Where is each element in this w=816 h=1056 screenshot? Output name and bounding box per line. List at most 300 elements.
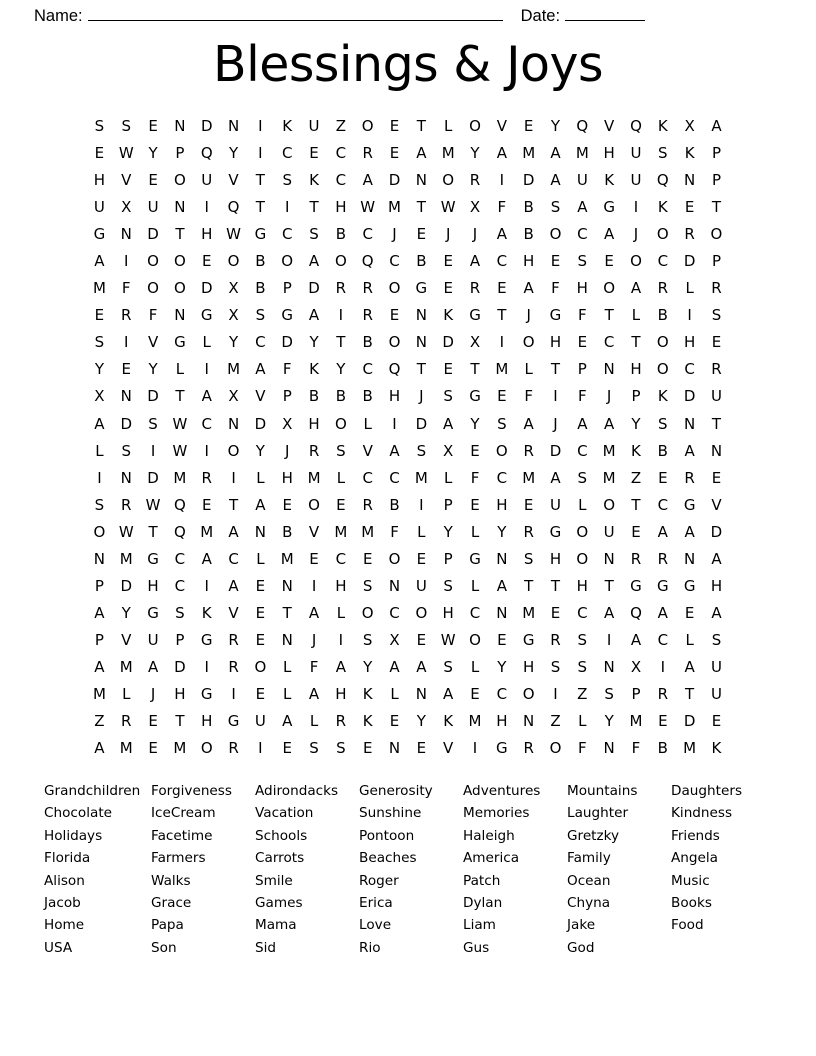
grid-cell[interactable]: T [416,198,426,217]
grid-cell[interactable]: L [175,360,185,379]
grid-cell[interactable]: I [687,306,692,325]
grid-cell[interactable]: H [576,279,588,298]
grid-cell[interactable]: T [255,198,265,217]
grid-cell[interactable]: J [526,306,531,325]
grid-cell[interactable]: T [631,333,641,352]
grid-cell[interactable]: Q [200,144,213,163]
grid-cell[interactable]: H [496,712,508,731]
grid-cell[interactable]: K [657,198,668,217]
grid-cell[interactable]: D [415,414,428,433]
grid-cell[interactable]: X [228,306,239,325]
grid-cell[interactable]: T [497,306,507,325]
grid-cell[interactable]: E [148,171,158,190]
grid-cell[interactable]: Q [388,360,401,379]
grid-cell[interactable]: E [470,685,480,703]
grid-cell[interactable]: S [336,441,346,460]
grid-cell[interactable]: V [255,387,266,406]
grid-cell[interactable]: A [94,414,105,433]
grid-cell[interactable]: B [282,522,293,541]
grid-cell[interactable]: N [281,576,293,595]
grid-cell[interactable]: G [200,306,213,325]
grid-cell[interactable]: R [201,468,212,487]
grid-cell[interactable]: C [281,225,293,244]
grid-cell[interactable]: Y [470,414,480,433]
grid-cell[interactable]: J [553,414,558,433]
grid-cell[interactable]: S [175,603,185,622]
grid-cell[interactable]: U [254,712,266,731]
grid-cell[interactable]: V [496,117,507,136]
grid-cell[interactable]: O [522,685,535,703]
grid-cell[interactable]: R [121,495,132,514]
word-list-item[interactable]: Chocolate [44,805,113,822]
grid-cell[interactable]: J [392,225,397,244]
grid-cell[interactable]: T [228,495,239,514]
grid-cell[interactable]: O [388,333,401,352]
grid-cell[interactable]: A [308,306,320,325]
grid-cell[interactable]: Y [497,522,507,541]
word-list-item[interactable]: Florida [44,850,91,867]
word-list-item[interactable]: Friends [671,827,720,844]
grid-cell[interactable]: K [657,387,668,406]
grid-cell[interactable]: U [576,171,588,190]
grid-cell[interactable]: P [631,387,641,406]
grid-cell[interactable]: S [309,225,319,244]
grid-cell[interactable]: G [147,603,159,622]
word-list-item[interactable]: Vacation [255,805,314,822]
grid-cell[interactable]: N [120,468,132,487]
grid-cell[interactable]: A [469,252,481,271]
grid-cell[interactable]: T [711,414,722,433]
grid-cell[interactable]: L [256,549,265,568]
grid-cell[interactable]: G [415,279,428,298]
grid-cell[interactable]: Y [309,333,319,352]
grid-cell[interactable]: G [656,576,669,595]
word-list-item[interactable]: Games [255,895,303,912]
grid-cell[interactable]: N [603,360,615,379]
grid-cell[interactable]: D [549,441,562,460]
grid-cell[interactable]: M [119,549,133,568]
grid-cell[interactable]: J [606,387,612,406]
grid-cell[interactable]: Y [148,360,158,379]
grid-cell[interactable]: Y [604,712,614,731]
grid-cell[interactable]: E [148,117,158,136]
grid-cell[interactable]: B [255,279,266,298]
grid-cell[interactable]: M [307,468,321,487]
grid-cell[interactable]: I [284,198,290,217]
grid-cell[interactable]: Y [497,657,507,676]
grid-cell[interactable]: W [172,414,188,433]
grid-cell[interactable]: U [630,144,642,163]
grid-cell[interactable]: O [308,495,320,514]
grid-cell[interactable]: J [419,387,424,406]
grid-cell[interactable]: C [335,549,347,568]
grid-cell[interactable]: R [684,225,695,244]
grid-cell[interactable]: A [362,171,373,190]
grid-cell[interactable]: O [147,252,159,271]
grid-cell[interactable]: R [657,549,669,568]
grid-cell[interactable]: Y [121,603,131,622]
grid-cell[interactable]: E [362,549,373,568]
grid-cell[interactable]: K [657,117,668,136]
grid-cell[interactable]: H [201,712,213,731]
grid-cell[interactable]: H [523,657,535,676]
word-list-item[interactable]: Books [671,895,712,912]
grid-cell[interactable]: N [523,712,535,731]
grid-cell[interactable]: E [711,468,722,487]
grid-cell[interactable]: K [362,712,373,731]
grid-cell[interactable]: I [97,468,102,487]
grid-cell[interactable]: A [308,685,320,703]
grid-cell[interactable]: R [469,279,481,298]
word-list-item[interactable]: Gretzky [567,827,620,844]
word-list-item[interactable]: God [567,939,595,956]
grid-cell[interactable]: C [496,685,508,703]
grid-cell[interactable]: C [362,225,373,244]
grid-cell[interactable]: A [496,576,507,595]
grid-cell[interactable]: Y [631,414,641,433]
grid-cell[interactable]: L [283,685,292,703]
grid-cell[interactable]: F [282,360,292,379]
grid-cell[interactable]: O [415,603,428,622]
grid-cell[interactable]: I [204,576,209,595]
word-list-item[interactable]: Generosity [359,783,433,799]
grid-cell[interactable]: P [577,360,587,379]
word-list-item[interactable]: Carrots [255,850,305,867]
grid-cell[interactable]: A [308,252,320,271]
grid-cell[interactable]: M [92,279,106,298]
grid-cell[interactable]: A [201,549,212,568]
grid-cell[interactable]: C [657,252,669,271]
grid-cell[interactable]: G [683,495,696,514]
grid-cell[interactable]: C [255,333,266,352]
grid-cell[interactable]: W [118,522,134,541]
grid-cell[interactable]: P [175,630,185,649]
grid-cell[interactable]: C [603,333,615,352]
grid-cell[interactable]: D [388,171,401,190]
grid-cell[interactable]: I [204,657,209,676]
grid-cell[interactable]: G [496,739,508,758]
grid-cell[interactable]: A [550,144,561,163]
grid-cell[interactable]: T [255,171,265,190]
grid-cell[interactable]: L [283,657,292,676]
grid-cell[interactable]: L [524,360,533,379]
grid-cell[interactable]: E [94,144,105,163]
grid-cell[interactable]: Y [470,144,480,163]
grid-cell[interactable]: E [336,495,346,514]
grid-cell[interactable]: F [390,522,399,541]
grid-cell[interactable]: O [361,117,374,136]
grid-cell[interactable]: C [469,603,481,622]
grid-cell[interactable]: M [173,739,187,758]
grid-cell[interactable]: O [227,252,240,271]
grid-cell[interactable]: B [362,387,373,406]
grid-cell[interactable]: K [362,685,373,703]
word-list-item[interactable]: Alison [44,872,85,889]
grid-cell[interactable]: L [444,468,453,487]
grid-cell[interactable]: E [255,603,266,622]
grid-cell[interactable]: O [603,279,616,298]
grid-cell[interactable]: U [415,576,427,595]
grid-cell[interactable]: E [684,198,695,217]
grid-cell[interactable]: A [255,360,266,379]
grid-cell[interactable]: X [469,333,481,352]
grid-cell[interactable]: H [201,225,213,244]
grid-cell[interactable]: T [336,333,346,352]
grid-cell[interactable]: S [550,198,561,217]
grid-cell[interactable]: E [389,117,400,136]
grid-cell[interactable]: E [255,685,266,703]
grid-cell[interactable]: D [683,712,696,731]
grid-cell[interactable]: H [683,333,696,352]
grid-cell[interactable]: O [281,252,294,271]
grid-cell[interactable]: B [389,495,400,514]
grid-cell[interactable]: A [389,441,400,460]
word-list-item[interactable]: Pontoon [359,827,415,844]
grid-cell[interactable]: C [577,441,588,460]
grid-cell[interactable]: S [255,306,266,325]
grid-cell[interactable]: H [335,576,347,595]
grid-cell[interactable]: S [94,495,105,514]
grid-cell[interactable]: J [311,630,317,649]
grid-cell[interactable]: T [604,306,614,325]
grid-cell[interactable]: N [227,414,240,433]
word-list-item[interactable]: Forgiveness [151,783,232,799]
grid-cell[interactable]: V [711,495,722,514]
grid-cell[interactable]: O [495,441,508,460]
word-list-item[interactable]: Home [44,917,85,934]
grid-cell[interactable]: L [444,117,453,136]
grid-cell[interactable]: O [656,225,669,244]
grid-cell[interactable]: C [362,468,373,487]
grid-cell[interactable]: I [150,441,156,460]
grid-cell[interactable]: H [549,333,562,352]
grid-cell[interactable]: L [202,333,211,352]
grid-cell[interactable]: A [711,603,722,622]
grid-cell[interactable]: G [683,576,696,595]
grid-cell[interactable]: Z [335,117,346,136]
grid-cell[interactable]: Q [630,117,642,136]
grid-cell[interactable]: M [602,441,616,460]
grid-cell[interactable]: R [228,630,239,649]
grid-cell[interactable]: X [389,630,400,649]
grid-cell[interactable]: G [200,630,213,649]
grid-cell[interactable]: A [684,657,695,676]
word-list-item[interactable]: Angela [671,850,719,867]
word-list-item[interactable]: Rio [359,939,381,956]
grid-cell[interactable]: I [553,685,558,703]
grid-cell[interactable]: R [228,739,239,758]
grid-cell[interactable]: U [710,657,722,676]
grid-cell[interactable]: I [204,360,209,379]
grid-cell[interactable]: F [148,306,158,325]
grid-cell[interactable]: E [416,630,427,649]
grid-cell[interactable]: V [308,522,320,541]
grid-cell[interactable]: X [684,117,695,136]
grid-cell[interactable]: E [497,279,507,298]
word-list-item[interactable]: Grandchildren [44,783,141,799]
grid-cell[interactable]: O [549,225,562,244]
grid-cell[interactable]: E [550,252,561,271]
grid-cell[interactable]: L [309,712,319,731]
grid-cell[interactable]: O [549,739,562,758]
grid-cell[interactable]: Q [173,495,186,514]
grid-cell[interactable]: E [389,144,400,163]
grid-cell[interactable]: D [281,333,293,352]
grid-cell[interactable]: C [496,468,508,487]
grid-cell[interactable]: R [711,279,722,298]
grid-cell[interactable]: A [630,279,642,298]
word-list-item[interactable]: Farmers [151,850,206,867]
grid-cell[interactable]: H [281,468,293,487]
grid-cell[interactable]: L [685,279,694,298]
grid-cell[interactable]: I [660,657,666,676]
word-list-item[interactable]: Grace [151,895,192,912]
grid-cell[interactable]: O [173,171,186,190]
grid-cell[interactable]: O [227,441,240,460]
grid-cell[interactable]: M [119,657,133,676]
grid-cell[interactable]: E [470,441,480,460]
grid-cell[interactable]: S [148,414,158,433]
grid-cell[interactable]: S [577,630,588,649]
grid-cell[interactable]: E [362,739,373,758]
grid-cell[interactable]: E [282,739,292,758]
word-list-item[interactable]: Erica [359,895,393,912]
grid-cell[interactable]: V [362,441,373,460]
grid-cell[interactable]: V [121,630,132,649]
grid-cell[interactable]: N [496,549,508,568]
grid-cell[interactable]: A [550,171,561,190]
grid-cell[interactable]: B [335,225,347,244]
grid-cell[interactable]: W [440,630,456,649]
grid-cell[interactable]: P [443,549,453,568]
grid-cell[interactable]: U [308,117,320,136]
grid-cell[interactable]: D [147,225,159,244]
grid-cell[interactable]: B [416,252,427,271]
grid-cell[interactable]: W [440,198,456,217]
grid-cell[interactable]: S [309,739,319,758]
grid-cell[interactable]: F [121,279,131,298]
grid-cell[interactable]: A [630,630,642,649]
grid-cell[interactable]: J [445,225,451,244]
grid-cell[interactable]: E [255,630,266,649]
grid-cell[interactable]: Y [228,144,239,163]
grid-cell[interactable]: I [258,117,263,136]
grid-cell[interactable]: B [657,441,668,460]
grid-cell[interactable]: E [416,225,427,244]
grid-cell[interactable]: I [311,576,317,595]
word-list-item[interactable]: IceCream [151,805,216,822]
grid-cell[interactable]: I [499,171,505,190]
grid-cell[interactable]: A [496,225,507,244]
grid-cell[interactable]: E [201,495,212,514]
grid-cell[interactable]: M [522,468,536,487]
grid-cell[interactable]: Z [94,712,105,731]
grid-cell[interactable]: E [658,712,668,731]
grid-cell[interactable]: I [204,441,209,460]
grid-cell[interactable]: S [94,333,105,352]
grid-cell[interactable]: S [443,387,453,406]
grid-cell[interactable]: P [711,144,721,163]
grid-cell[interactable]: I [124,333,129,352]
grid-cell[interactable]: J [472,225,478,244]
grid-cell[interactable]: I [553,387,558,406]
grid-cell[interactable]: H [523,252,535,271]
grid-cell[interactable]: A [443,685,454,703]
grid-cell[interactable]: C [657,495,669,514]
grid-cell[interactable]: H [710,576,723,595]
grid-cell[interactable]: R [657,685,669,703]
grid-cell[interactable]: O [603,495,616,514]
grid-cell[interactable]: S [121,441,131,460]
grid-cell[interactable]: J [150,685,156,703]
grid-cell[interactable]: M [629,712,643,731]
grid-cell[interactable]: I [124,252,129,271]
grid-cell[interactable]: Q [656,171,669,190]
grid-cell[interactable]: M [683,739,697,758]
grid-cell[interactable]: N [254,522,266,541]
word-list-item[interactable]: Family [567,850,611,867]
grid-cell[interactable]: M [361,522,375,541]
grid-cell[interactable]: M [200,522,214,541]
grid-cell[interactable]: M [227,360,241,379]
grid-cell[interactable]: D [147,387,159,406]
grid-cell[interactable]: D [254,414,267,433]
grid-cell[interactable]: E [201,252,212,271]
grid-cell[interactable]: R [362,495,373,514]
grid-cell[interactable]: C [201,414,212,433]
word-list-item[interactable]: Patch [463,872,501,889]
grid-cell[interactable]: S [550,657,561,676]
grid-cell[interactable]: T [148,522,158,541]
grid-cell[interactable]: R [121,306,132,325]
grid-cell[interactable]: W [360,198,376,217]
grid-cell[interactable]: R [630,549,642,568]
grid-cell[interactable]: V [228,603,239,622]
word-list-item[interactable]: Adventures [463,783,541,799]
word-list-item[interactable]: Sunshine [359,805,422,822]
grid-cell[interactable]: A [94,252,105,271]
grid-cell[interactable]: E [497,630,507,649]
grid-cell[interactable]: T [282,603,292,622]
grid-cell[interactable]: Y [228,333,239,352]
word-list-item[interactable]: Dylan [463,895,503,912]
word-list-item[interactable]: Papa [151,917,184,934]
word-list-item[interactable]: Daughters [671,783,743,799]
grid-cell[interactable]: N [710,441,723,460]
grid-cell[interactable]: L [631,306,641,325]
grid-cell[interactable]: N [415,306,427,325]
grid-cell[interactable]: N [174,117,186,136]
grid-cell[interactable]: A [282,712,293,731]
grid-cell[interactable]: L [256,468,265,487]
grid-cell[interactable]: E [658,468,668,487]
grid-cell[interactable]: I [392,414,397,433]
grid-cell[interactable]: K [309,360,319,379]
grid-cell[interactable]: C [389,252,400,271]
grid-cell[interactable]: G [549,522,562,541]
grid-cell[interactable]: B [657,739,668,758]
grid-cell[interactable]: N [388,739,401,758]
grid-cell[interactable]: I [633,198,639,217]
grid-cell[interactable]: N [684,414,696,433]
grid-cell[interactable]: O [576,549,589,568]
grid-cell[interactable]: A [389,657,400,676]
grid-cell[interactable]: V [228,171,239,190]
grid-cell[interactable]: U [710,387,722,406]
grid-cell[interactable]: E [577,333,588,352]
grid-cell[interactable]: E [309,549,319,568]
grid-cell[interactable]: X [121,198,132,217]
